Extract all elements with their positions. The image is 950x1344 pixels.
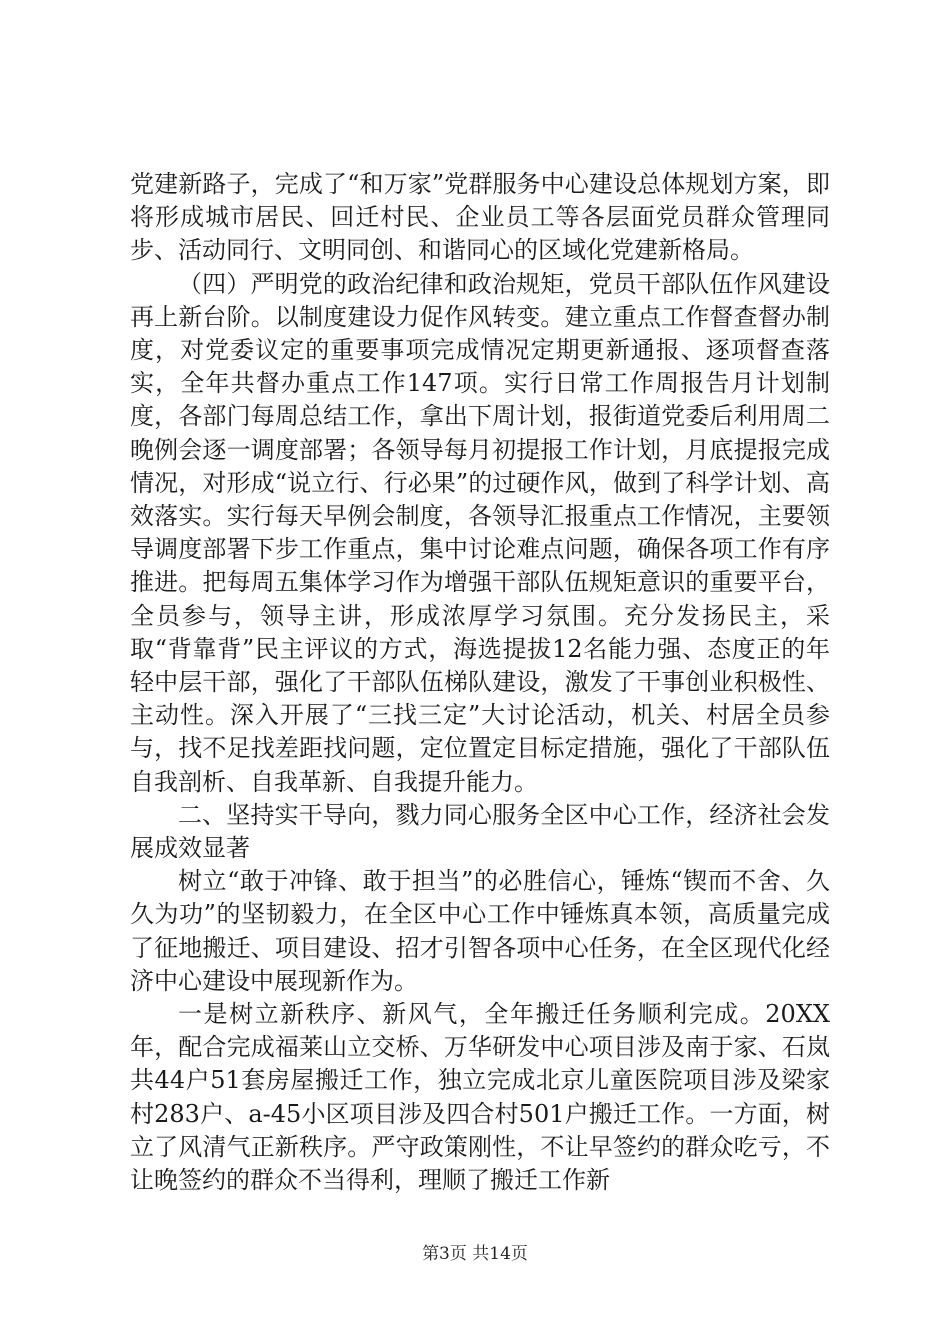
paragraph-intro: 树立“敢于冲锋、敢于担当”的必胜信心，锤炼“锲而不舍、久久为功”的坚韧毅力，在全区中心工作中锤炼真本领，高质量完成了征地搬迁、项目建设、招才引智各项中心任务，在全区现代化经济中心建设中展现新作为。 — [130, 867, 830, 995]
paragraph-item-one: 一是树立新秩序、新风气，全年搬迁任务顺利完成。20XX年，配合完成福莱山立交桥、万华研发中心项目涉及南于家、石岚共44户51套房屋搬迁工作，独立完成北京儿童医院项目涉及梁家村283户、a-45小区项目涉及四合村501户搬迁工作。一方面，树立了风清气正新秩序。严守政策刚性，不让早签约的群众吃亏，不让晚签约的群众不当得利，理顺了搬迁工作新 — [130, 1000, 830, 1195]
paragraph-section-four: （四）严明党的政治纪律和政治规矩，党员干部队伍作风建设再上新台阶。以制度建设力促作风转变。建立重点工作督查督办制度，对党委议定的重要事项完成情况定期更新通报、逐项督查落实，全年共督办重点工作147项。实行日常工作周报告月计划制度，各部门每周总结工作，拿出下周计划，报街道党委后利用周二晚例会逐一调度部署；各领导每月初提报工作计划，月底提报完成情况，对形成“说立行、行必果”的过硬作风，做到了科学计划、高效落实。实行每天早例会制度，各领导汇报重点工作情况，主要领导调度部署下步工作重点，集中讨论难点问题，确保各项工作有序推进。把每周五集体学习作为增强干部队伍规矩意识的重要平台，全员参与，领导主讲，形成浓厚学习氛围。充分发扬民主，采取“背靠背”民主评议的方式，海选提拔12名能力强、态度正的年轻中层干部，强化了干部队伍梯队建设，激发了干事创业积极性、主动性。深入开展了“三找三定”大讨论活动，机关、村居全员参与，找不足找差距找问题，定位置定目标定措施，强化了干部队伍自我剖析、自我革新、自我提升能力。 — [130, 269, 830, 796]
section-heading-two: 二、坚持实干导向，戮力同心服务全区中心工作，经济社会发展成效显著 — [130, 800, 830, 863]
paragraph-continuation: 党建新路子，完成了“和万家”党群服务中心建设总体规划方案，即将形成城市居民、回迁村民、企业员工等各层面党员群众管理同步、活动同行、文明同创、和谐同心的区域化党建新格局。 — [130, 170, 830, 265]
document-body — [130, 168, 830, 1197]
page-footer — [0, 1243, 950, 1265]
page-number-label: 第3页 共14页 — [422, 1244, 528, 1264]
